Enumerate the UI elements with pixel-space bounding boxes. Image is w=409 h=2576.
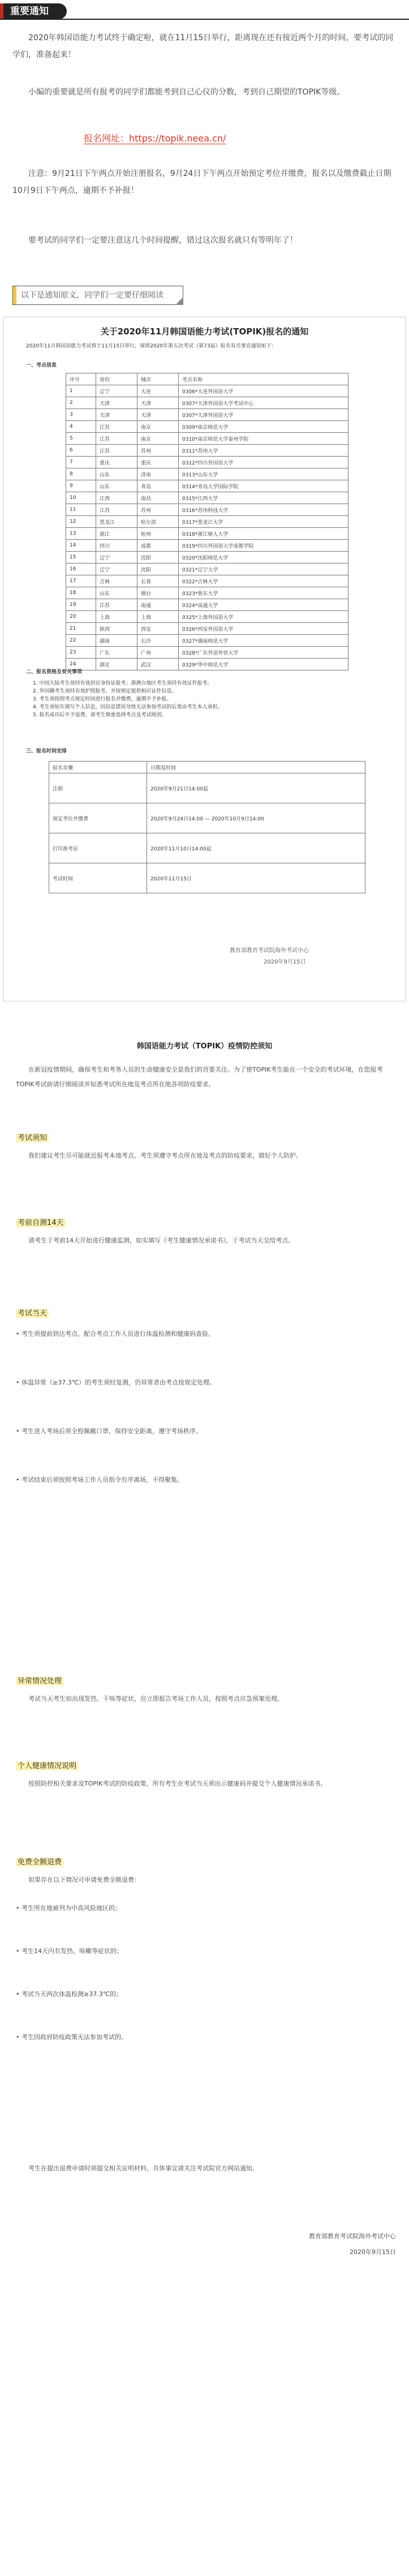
table-cell: 0317*黑龙江大学 [179,516,348,528]
table-cell: 陕西 [96,623,137,635]
table-cell: 0328*广东外语外贸大学 [179,647,348,659]
table-cell: 山东 [96,587,137,599]
venue-table [66,373,348,670]
table-cell: 0316*苏州科技大学 [179,504,348,516]
callout-bar [13,286,16,304]
table-cell: 22 [66,635,96,647]
table-cell: 0319*四川外国语大学成都学院 [179,540,348,552]
s1-label-wrap [16,1132,49,1143]
intro-p3: 要考试的同学们一定要注意这几个时间提醒，错过这次报名就只有等明年了！ [28,236,298,245]
s3-item: • 考生须提前到达考点，配合考点工作人员进行体温检测和健康码查验。 [16,1330,214,1338]
s3-item: • 考生进入考场后须全程佩戴口罩，保持安全距离，遵守考场秩序。 [16,1427,202,1435]
header-divider [0,19,409,20]
table-row [66,504,348,516]
sched-col-time: 日期及时间 [147,762,365,773]
table-cell: 南京 [137,421,179,433]
table-row [66,575,348,587]
col-city: 城市 [137,373,179,385]
doc-note: 2. 外国籍考生须持有效护照报考，并按规定提供相应证件信息。 [33,689,177,694]
table-cell: 长沙 [137,635,179,647]
table-cell: 10 [66,492,96,504]
table-cell: 广东 [96,647,137,659]
table-cell: 重庆 [137,457,179,468]
s5-label: 个人健康情况说明 [16,1762,78,1770]
table-row [66,528,348,540]
schedule-cell: 2020年11月10日14:00起 [147,833,365,863]
schedule-row [49,803,365,833]
table-cell: 0325*上海外国语大学 [179,611,348,623]
table-cell: 辽宁 [96,552,137,564]
doc-note: 5. 报名成功后不予退费，请考生慎重选择考点及考试级别。 [33,712,167,718]
header-tag [0,3,67,19]
epidemic-intro: 在新冠疫情期间，确保考生和考务人员的生命健康安全是我们的首要关注。为了使TOPIK考生能在一个安全的考试环境，在您报考TOPIK考试前请仔细阅读并知悉考试所在地及考点所在地各项防疫要求。 [16,1066,383,1088]
schedule-cell: 考试时间 [49,863,147,893]
table-row [66,433,348,445]
s6-label-wrap [16,1856,63,1868]
table-cell: 沈阳 [137,564,179,575]
sign-org: 教育部教育考试院海外考试中心 [309,2233,396,2240]
s3-label-wrap [16,1307,49,1319]
table-cell: 17 [66,575,96,587]
table-row [66,564,348,575]
intro-p2: 小编的重要就是所有报考的同学们都能考到自己心仪的分数，考到自己期望的TOPIK等级。 [28,88,345,97]
table-cell: 湖南 [96,635,137,647]
table-row [66,611,348,623]
schedule-row [49,863,365,893]
doc-section3: 三、报名时间安排 [26,749,67,754]
doc-footer: 教育部教育考试院海外考试中心 [230,948,309,954]
table-cell: 苏州 [137,504,179,516]
table-row [66,635,348,647]
doc-intro: 2020年11月韩国语能力考试将于11月15日举行，现将2020年第五次考试（第73届）报名有关事宜通知如下： [26,343,277,349]
col-venue: 考点名称 [179,373,348,385]
table-cell: 16 [66,564,96,575]
read-notice-callout [12,286,183,305]
doc-section2: 二、报名资格及有关事项 [26,669,83,675]
table-cell: 4 [66,421,96,433]
table-cell: 黑龙江 [96,516,137,528]
table-cell: 吉林 [96,575,137,587]
s5-text: 按照防控相关要求及TOPIK考试的防疫政策，所有考生在考试当天须出示健康码并提交个人健康情况承诺书。 [28,1780,327,1787]
schedule-cell: 2020年11月15日 [147,863,365,893]
note-label: 注意： [28,169,52,178]
doc-notes [33,680,378,719]
schedule-cell: 2020年9月24日14:00 — 2020年10月9日14:00 [147,803,365,833]
schedule-cell: 注册 [49,773,147,803]
s6-list [16,1901,389,2045]
table-row [66,659,348,670]
table-cell: 1 [66,385,96,397]
table-cell: 山东 [96,480,137,492]
s1-label: 考试须知 [16,1134,49,1142]
table-cell: 江苏 [96,599,137,611]
table-cell: 南昌 [137,492,179,504]
table-cell: 武汉 [137,659,179,670]
table-row [66,552,348,564]
table-cell: 0320*沈阳师范大学 [179,552,348,564]
table-cell: 21 [66,623,96,635]
table-row [66,397,348,409]
header-accent [0,3,3,19]
table-cell: 湖北 [96,659,137,670]
table-cell: 0323*鲁东大学 [179,587,348,599]
doc-note: 1. 中国大陆考生须持有效居民身份证报考；港澳台地区考生须持有效证件报考。 [33,681,213,686]
table-cell: 13 [66,528,96,540]
registration-link[interactable] [84,131,226,144]
table-cell: 12 [66,516,96,528]
table-cell: 19 [66,599,96,611]
s6-item: • 考生14天内有发热、咳嗽等症状的； [16,1947,123,1955]
s6-item: • 考试当天两次体温检测≥37.3℃的； [16,1990,123,1998]
table-cell: 0324*南通大学 [179,599,348,611]
table-row [66,647,348,659]
table-cell: 11 [66,504,96,516]
table-cell: 江西 [96,492,137,504]
table-cell: 成都 [137,540,179,552]
table-row [66,623,348,635]
header-bar [0,0,409,19]
table-cell: 济南 [137,468,179,480]
notice-document [3,317,406,1001]
table-row [66,587,348,599]
table-cell: 0309*南京师范大学 [179,421,348,433]
header-title: 重要通知 [10,6,49,17]
table-cell: 上海 [96,611,137,623]
table-cell: 天津 [137,409,179,421]
table-cell: 广州 [137,647,179,659]
table-row [66,421,348,433]
s2-text: 请考生于考前14天开始进行健康监测，如实填写《考生健康情况承诺书》，于考试当天交给考点。 [28,1237,295,1244]
registration-url[interactable]: https://topik.neea.cn/ [129,133,226,144]
registration-label: 报名网址： [84,133,130,144]
schedule-row [49,833,365,863]
table-cell: 0313*山东大学 [179,468,348,480]
table-cell: 杭州 [137,528,179,540]
table-cell: 0311*苏州大学 [179,445,348,457]
note-wrap [12,165,397,199]
table-cell: 天津 [96,409,137,421]
schedule-row [49,773,365,803]
table-row [66,540,348,552]
schedule-table [49,761,365,893]
table-cell: 0327*湖南师范大学 [179,635,348,647]
table-cell: 0314*青岛大学国际学院 [179,480,348,492]
table-cell: 2 [66,397,96,409]
doc-section1: 一、考点信息 [26,363,57,368]
table-cell: 江苏 [96,433,137,445]
table-cell: 哈尔滨 [137,516,179,528]
table-cell: 3 [66,409,96,421]
table-cell: 上海 [137,611,179,623]
table-cell: 天津 [137,397,179,409]
table-cell: 山东 [96,468,137,480]
doc-title: 关于2020年11月韩国语能力考试(TOPIK)报名的通知 [100,326,309,337]
table-cell: 南京 [137,433,179,445]
table-cell: 浙江 [96,528,137,540]
table-row [66,480,348,492]
s4-text: 考试当天考生如出现发热、干咳等症状，应立即报告考场工作人员，按照考点应急预案处理。 [28,1695,283,1702]
table-cell: 江苏 [96,421,137,433]
table-cell: 0322*吉林大学 [179,575,348,587]
table-cell: 8 [66,468,96,480]
table-cell: 0307*天津外国语大学 [179,409,348,421]
table-cell: 0329*华中师范大学 [179,659,348,670]
schedule-cell: 预定考位并缴费 [49,803,147,833]
table-cell: 西安 [137,623,179,635]
col-province: 省份 [96,373,137,385]
table-cell: 0310*南京师范大学泰州学院 [179,433,348,445]
table-cell: 6 [66,445,96,457]
table-cell: 四川 [96,540,137,552]
table-cell: 14 [66,540,96,552]
table-row [66,457,348,468]
closing-text: 考生在提出退费申请时须提交相关证明材料，具体事宜请关注考试院官方网站通知。 [28,2165,259,2172]
s3-item: • 考试结束后须按照考场工作人员指令有序离场，不得聚集。 [16,1476,183,1483]
intro-p3-wrap [12,232,397,249]
epidemic-title: 韩国语能力考试（TOPIK）疫情防控须知 [136,1042,273,1051]
intro-p1: 2020年韩国语能力考试终于确定啦，就在11月15日举行，距离现在还有接近两个月的时间，要考试的同学们，准备起来！ [12,33,394,59]
doc-note: 3. 考生须按照考点规定时间进行报名并缴费，逾期不予补报。 [33,696,172,702]
callout-text: 以下是通知原文，同学们一定要仔细阅读 [21,291,163,300]
table-cell: 烟台 [137,587,179,599]
s6-item: • 考生因政府防疫政策无法参加考试的。 [16,2033,127,2041]
table-cell: 9 [66,480,96,492]
table-cell: 沈阳 [137,552,179,564]
s1-text: 我们建议考生尽可能就近报考本地考点。考生须遵守考点所在地及考点的防疫要求，做好个人防护。 [28,1152,302,1159]
table-cell: 5 [66,433,96,445]
sign-date: 2020年9月15日 [350,2248,396,2256]
intro-p2-wrap [12,84,397,101]
s6-text: 如果存在以下情况可申请免费全额退费： [28,1876,140,1883]
table-cell: 15 [66,552,96,564]
venue-table-header [66,373,348,385]
note-text: 9月21日下午两点开始注册报名，9月24日下午两点开始预定考位并缴费，报名以及缴费截止日期10月9日下午两点，逾期不予补报！ [12,169,391,195]
callout-corner [175,297,183,305]
table-cell: 苏州 [137,445,179,457]
table-cell: 23 [66,647,96,659]
s5-label-wrap [16,1760,78,1771]
table-cell: 0326*西安外国语大学 [179,623,348,635]
table-cell: 大连 [137,385,179,397]
table-cell: 江苏 [96,504,137,516]
s3-item: • 体温异常（≥37.3℃）的考生须经复测，仍异常者由考点按规定处理。 [16,1379,216,1386]
schedule-cell: 2020年9月21日14:00起 [147,773,365,803]
table-cell: 江苏 [96,445,137,457]
table-cell: 0307*天津外国语大学考试中心 [179,397,348,409]
table-cell: 南通 [137,599,179,611]
table-cell: 24 [66,659,96,670]
table-row [66,492,348,504]
s2-label: 考前自测14天 [16,1219,66,1227]
table-cell: 长春 [137,575,179,587]
intro-p1-wrap [12,29,397,63]
table-cell: 0312*四川外国语大学 [179,457,348,468]
s4-label: 异常情况处理 [16,1677,63,1685]
doc-note: 4. 考生须如实填写个人信息，因信息错误导致无法参加考试的后果由考生本人承担。 [33,704,223,710]
table-cell: 重庆 [96,457,137,468]
s2-label-wrap [16,1216,66,1228]
table-row [66,468,348,480]
table-row [66,445,348,457]
table-cell: 0306*大连外国语大学 [179,385,348,397]
s3-list [16,1327,389,1487]
s6-item: • 考生所在地被列为中高风险地区的； [16,1904,121,1912]
table-cell: 20 [66,611,96,623]
table-cell: 0321*辽宁大学 [179,564,348,575]
table-cell: 0315*江西大学 [179,492,348,504]
col-index: 序号 [66,373,96,385]
table-cell: 18 [66,587,96,599]
table-row [66,385,348,397]
table-row [66,516,348,528]
s4-label-wrap [16,1675,63,1687]
table-cell: 辽宁 [96,564,137,575]
doc-stamp: 2020年9月15日 [264,959,306,965]
s6-label: 免费全额退费 [16,1858,63,1867]
s3-label: 考试当天 [16,1309,49,1318]
table-cell: 天津 [96,397,137,409]
schedule-header [49,762,365,773]
table-cell: 青岛 [137,480,179,492]
sched-col-step: 报名步骤 [49,762,147,773]
table-row [66,599,348,611]
table-cell: 7 [66,457,96,468]
schedule-cell: 打印准考证 [49,833,147,863]
table-row [66,409,348,421]
table-cell: 0318*浙江树人大学 [179,528,348,540]
table-cell: 辽宁 [96,385,137,397]
